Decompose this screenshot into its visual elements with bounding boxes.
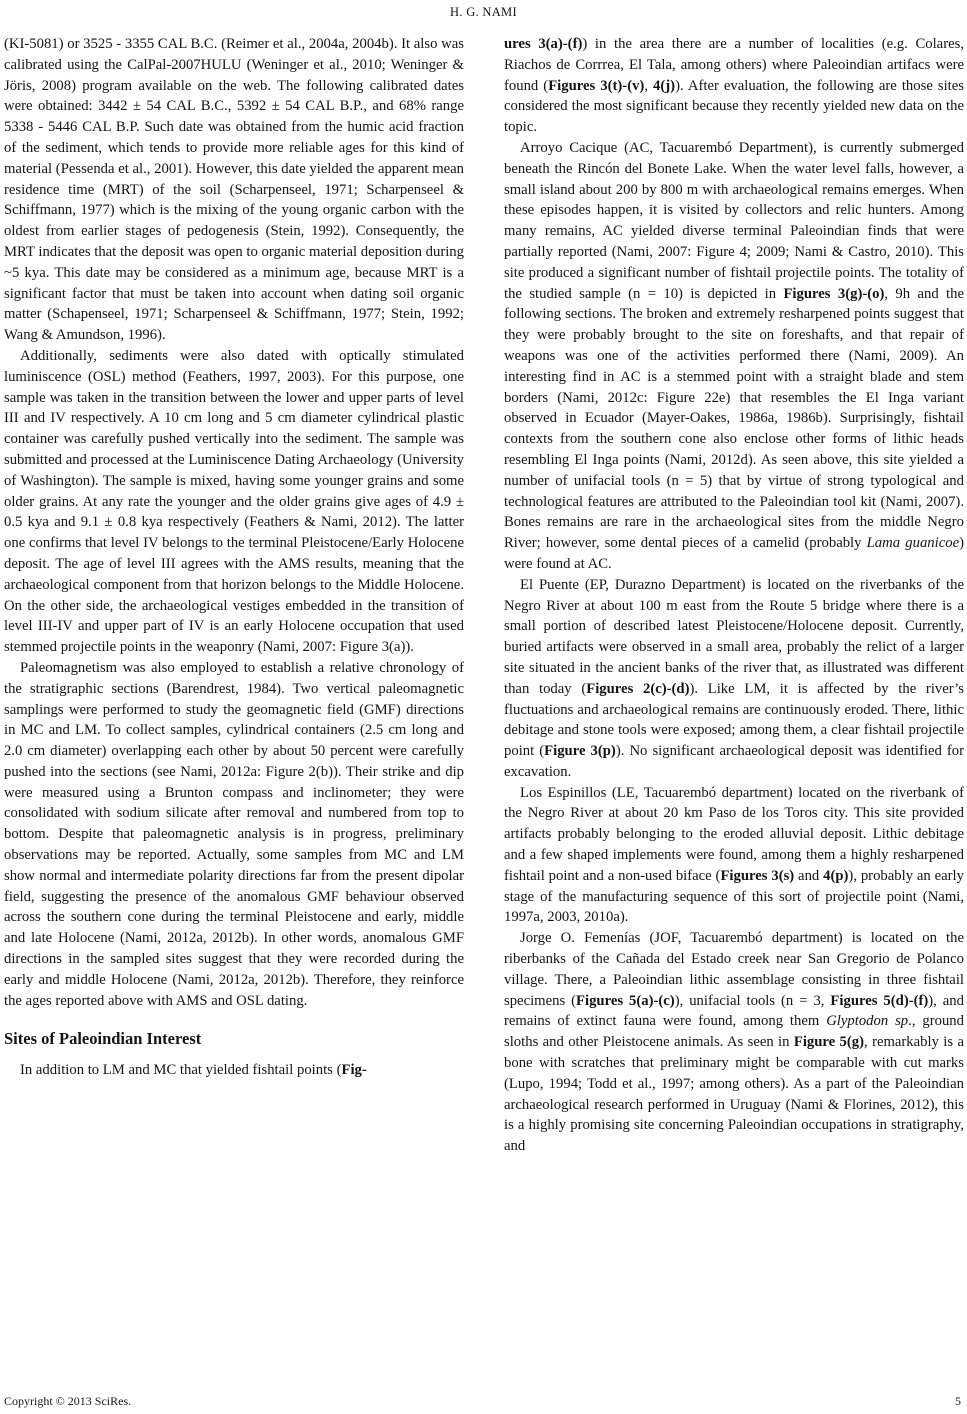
figure-reference: 4(j)	[653, 77, 676, 94]
text-run: ). No significant archaeological deposit was identified for excavation.	[504, 743, 964, 780]
figure-reference: ures 3(a)-(f)	[504, 36, 583, 52]
text-run: ., ground sloths and other Pleistocene animals. As seen in	[504, 1013, 964, 1051]
text-run: ) were found at AC.	[504, 535, 964, 572]
text-run: In addition to LM and MC that yielded fishtail points (	[20, 1062, 342, 1079]
figure-reference: Fig-	[341, 1062, 367, 1079]
text-run: ), probably an early stage of the manufacturing sequence of this sort of projectile point (Nami, 1997a, 2003, 2010a).	[504, 867, 964, 926]
species-name: Glyptodon sp	[826, 1013, 909, 1030]
figure-reference: Figures 3(g)-(o)	[783, 285, 885, 302]
text-run: ,	[644, 77, 654, 94]
text-run: , 9h and the following sections. The broken and extremely resharpened points suggest that they were probably brought to the site on foreshafts, and that repair of weapons was one of the activities performed there (Nami, 2009). An interesting find in AC is a stemmed point with a straight blade and stem borders (Nami, 2012c: Figure 22e) that resembles the El Inga variant observed in Ecuador (Mayer-Oakes, 1986a, 1986b). Surprisingly, fishtail contexts from the southern cone also enclose other forms of lithic heads resembling El Inga points (Nami, 2012d). As seen above, this site yielded a number of unifacial tools (n = 5) that by virtue of strong typological and technological features are attributed to the Paleoindian tool kit (Nami, 2007). Bones remains are rare in the archaeological sites from the middle Negro River; however, some dental pieces of a camelid (probably	[504, 285, 964, 552]
figure-reference: Figures 2(c)-(d)	[586, 680, 690, 697]
paragraph-paleomagnetism: Paleomagnetism was also employed to establish a relative chronology of the stratigraphic sections (Barendrest, 1984). Two vertical paleomagnetic samplings were performed to study the geomagnetic field (GMF) directions in MC and LM. To collect samples, cylindrical containers (2.5 cm long and 2.0 cm diameter) overlapping each other by about 50 percent were carefully pushed into the sections (see Nami, 2012a: Figure 2(b)). Their strike and dip were measured using a Brunton compass and inclinometer; they were consolidated with sodium silicate after removal and numbered from top to bottom. Despite that paleomagnetic analysis is in progress, preliminary observations may be reported. Actually, some samples from MC and LM show normal and intermediate polarity directions far from the present dipolar field, suggesting the presence of the anomalous GMF behaviour observed across the southern cone during the terminal Pleistocene and early, middle and late Holocene (Nami, 2012a, 2012b). In other words, anomalous GMF directions in the sampled sites suggest that they were recorded during the early and middle Holocene (Nami, 2012a, 2012b). Therefore, they reinforce the ages reported above with AMS and OSL dating.	[4, 659, 464, 1009]
paragraph-arroyo-cacique	[504, 138, 964, 575]
text-run: ). After evaluation, the following are those sites considered the most significant because they recently yielded new data on the topic.	[504, 77, 964, 136]
species-name: Lama guanicoe	[866, 535, 960, 552]
figure-reference: Figures 3(s)	[720, 867, 795, 884]
text-run: ), unifacial tools (n = 3,	[674, 992, 831, 1009]
text-run: Los Espinillos (LE, Tacuarembó department) located on the riverbank of the Negro River at about 20 km Paso de los Toros city. This site provided artifacts probably belonging to the eroded alluvial deposit. Lithic debitage and a few shaped implements were found, among them a highly resharpened fishtail point and a non-used biface (	[504, 784, 964, 884]
figure-reference: Figure 3(p)	[544, 743, 616, 760]
text-run: and	[794, 867, 824, 884]
figure-reference: Figures 5(d)-(f)	[830, 992, 929, 1009]
paragraph-los-espinillos	[504, 783, 964, 929]
text-run: ). Like LM, it is affected by the river’s fluctuations and archaeological remains are continuously eroded. There, lithic debitage and stone tools were exposed; among them, a clear fishtail projectile point (	[504, 680, 964, 760]
figure-reference: 4(p)	[823, 867, 849, 884]
text-run: ) in the area there are a number of localities (e.g. Colares, Riachos de Corrrea, El Tala, among others) where Paleoindian artifacs were found (	[504, 36, 965, 94]
figure-reference: Figures 5(a)-(c)	[576, 992, 675, 1009]
text-run: ), and remains of extinct fauna were found, among them	[504, 992, 964, 1030]
running-header: H. G. NAMI	[450, 5, 517, 19]
page-number: 5	[955, 1394, 961, 1408]
text-run: Jorge O. Femenías (JOF, Tacuarembó department) is located on the riberbanks of the Cañada del Estado creek near San Gregorio de Polanco village. There, a Paleoindian lithic assemblage consisting in three fishtail specimens (	[504, 930, 964, 1009]
figure-reference: Figure 5(g)	[793, 1034, 865, 1051]
text-run: El Puente (EP, Durazno Department) is located on the riverbanks of the Negro River at about 100 m east from the Route 5 bridge where there is a small portion of described latest Pleistocene/Holocene deposit. Currently, buried artifacts were observed in a small area, probably the relict of a larger site situated in the ancient banks of the river that, as illustrated was different than today (	[504, 576, 964, 697]
paragraph-el-puente	[504, 575, 964, 783]
text-run: Arroyo Cacique (AC, Tacuarembó Department), is currently submerged beneath the Rincón del Bonete Lake. When the water level falls, however, a small island about 200 by 800 m with archaeological remains emerges. When these episodes happen, it is visited by collectors and relic hunters. Among many remains, AC yielded diverse terminal Paleoindian finds that were partially reported (Nami, 2007: Figure 4; 2009; Nami & Castro, 2010). This site produced a significant number of fishtail projectile points. The totality of the studied sample (n = 10) is depicted in	[504, 139, 964, 302]
figure-reference: Figures 3(t)-(v)	[548, 77, 645, 94]
paragraph-osl: Additionally, sediments were also dated with optically stimulated luminiscence (OSL) method (Feathers, 1997, 2003). For this purpose, one sample was taken in the transition between the lower and upper parts of level III and IV respectively. A 10 cm long and 5 cm diameter cylindrical plastic container was carefully pushed vertically into the sediment. The sample was submitted and processed at the Luminiscence Dating Archaeology (University of Washington). The sample is mixed, having some younger grains and some older grains. At any rate the younger and the older grains give ages of 4.9 ± 0.5 kya and 9.1 ± 0.8 kya respectively (Feathers & Nami, 2012). The latter one confirms that level IV belongs to the terminal Pleistocene/Early Holocene deposit. The age of level III agrees with the AMS results, meaning that the archaeological component from that horizon belongs to the Middle Holocene. On the other side, the archaeological vestiges embedded in the transition of level III-IV and upper part of IV is an early Holocene occupation that used stemmed projectile points in the weaponry (Nami, 2007: Figure 3(a)).	[4, 347, 464, 656]
paragraph-sites-intro	[4, 1060, 464, 1081]
section-heading: Sites of Paleoindian Interest	[4, 1029, 202, 1049]
text-run: , remarkably is a bone with scratches that preliminary might be comparable with cut marks (Lupo, 1994; Todd et al., 1997; among others). As a part of the Paleoindian archaeological research performed in Uruguay (Nami & Florines, 2012), this is a highly promising site concerning Paleoindian occupations in stratigraphy, and	[504, 1034, 964, 1155]
copyright-notice: Copyright © 2013 SciRes.	[4, 1394, 132, 1408]
left-column	[4, 34, 464, 1081]
paragraph-jorge-femenias	[504, 928, 964, 1157]
paragraph-localities	[504, 34, 964, 138]
paragraph-dating: (KI-5081) or 3525 - 3355 CAL B.C. (Reimer et al., 2004a, 2004b). It also was calibrated using the CalPal-2007HULU (Weninger et al., 2010; Weninger & Jöris, 2008) program available on the web. The following calibrated dates were obtained: 3442 ± 54 CAL B.C., 5392 ± 54 CAL B.P., and 68% range 5338 - 5446 CAL B.P. Such date was obtained from the humic acid fraction of the sediment, which tends to provide more reliable ages for this kind of material (Pessenda et al., 2001). However, this date yielded the apparent mean residence time (MRT) of the soil (Scharpenseel, 1971; Scharpenseel & Schiffmann, 1977) which is the mixing of the young organic carbon with the oldest from earlier stages of pedogenesis (Stein, 1992). Consequently, the MRT indicates that the deposit was open to organic material deposition during ~5 kya. This date may be considered as a minimum age, because MRT is a significant factor that must be taken into account when dating soil organic matter (Schapenseel, 1971; Scharpenseel & Schiffmann, 1977; Stein, 1992; Wang & Amundson, 1996).	[4, 36, 464, 344]
right-column	[504, 34, 964, 1157]
